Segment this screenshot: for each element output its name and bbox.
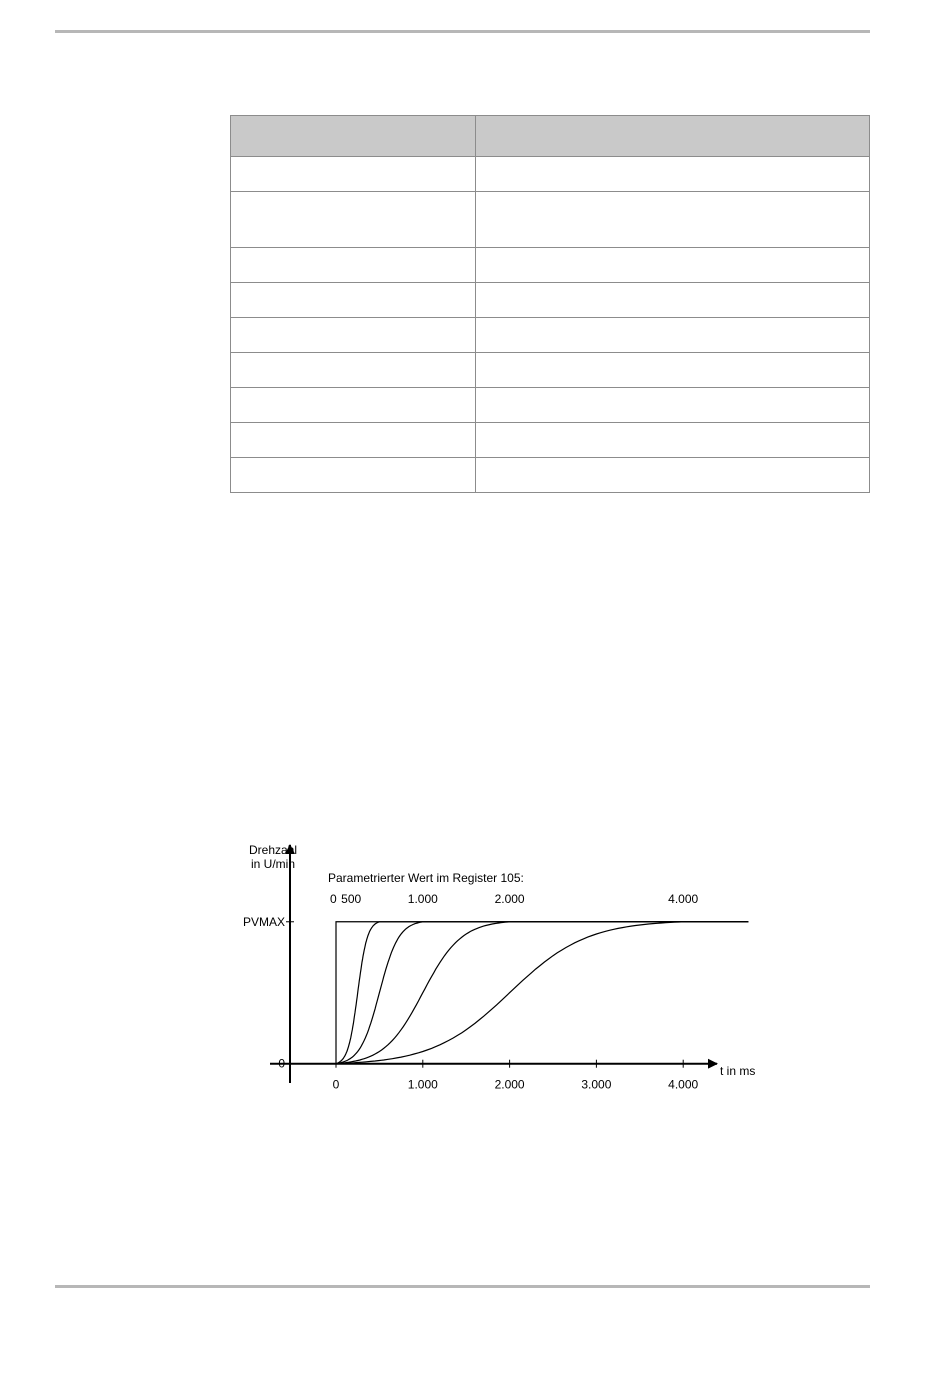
table-cell	[231, 248, 476, 283]
x-tick-label: 2.000	[494, 1077, 525, 1092]
register-annotation: Parametrierter Wert im Register 105:	[328, 871, 524, 885]
ramp-curve	[336, 922, 748, 1064]
table-cell	[476, 423, 870, 458]
table-row	[231, 318, 870, 353]
tick-layer	[243, 915, 699, 1092]
ramp-curve	[336, 922, 748, 1064]
table-cell	[231, 157, 476, 192]
series-layer	[330, 892, 748, 1064]
table-cell	[476, 157, 870, 192]
y-tick-label: 0	[278, 1056, 285, 1071]
table-cell	[231, 318, 476, 353]
table-row	[231, 192, 870, 248]
x-tick-label: 4.000	[668, 1077, 699, 1092]
series-label: 4.000	[668, 892, 699, 906]
table-row	[231, 423, 870, 458]
series-label: 0	[330, 892, 337, 906]
y-axis-unit-label: in U/min	[250, 857, 296, 871]
table-row	[231, 458, 870, 493]
table-header-row	[231, 116, 870, 157]
table-cell	[476, 318, 870, 353]
x-tick-label: 3.000	[581, 1077, 612, 1092]
series-label: 1.000	[407, 892, 438, 906]
table-cell	[231, 423, 476, 458]
table-cell	[476, 353, 870, 388]
table-row	[231, 157, 870, 192]
table-header-cell	[476, 116, 870, 157]
header-rule	[55, 30, 870, 33]
parameter-table	[230, 115, 870, 493]
table-cell	[476, 283, 870, 318]
table-cell	[476, 458, 870, 493]
table-cell	[231, 192, 476, 248]
ramp-curve	[336, 922, 748, 1064]
table-row	[231, 248, 870, 283]
table-cell	[231, 353, 476, 388]
y-tick-label: PVMAX	[242, 914, 285, 929]
series-label: 500	[341, 892, 362, 906]
x-tick-label: 1.000	[407, 1077, 438, 1092]
y-axis-label: Drehzahl	[248, 843, 298, 857]
series-label: 2.000	[494, 892, 525, 906]
table-cell	[476, 192, 870, 248]
table-cell	[476, 388, 870, 423]
ramp-curve	[336, 922, 748, 1064]
ramp-chart	[225, 835, 785, 1100]
x-tick-label: 0	[332, 1077, 340, 1092]
ramp-curve	[336, 922, 748, 1064]
table-header-cell	[231, 116, 476, 157]
table-row	[231, 388, 870, 423]
x-axis-label: t in ms	[720, 1064, 756, 1078]
footer-rule	[55, 1285, 870, 1288]
table-cell	[231, 458, 476, 493]
table-cell	[231, 388, 476, 423]
table-cell	[476, 248, 870, 283]
table-row	[231, 283, 870, 318]
table-cell	[231, 283, 476, 318]
table-row	[231, 353, 870, 388]
